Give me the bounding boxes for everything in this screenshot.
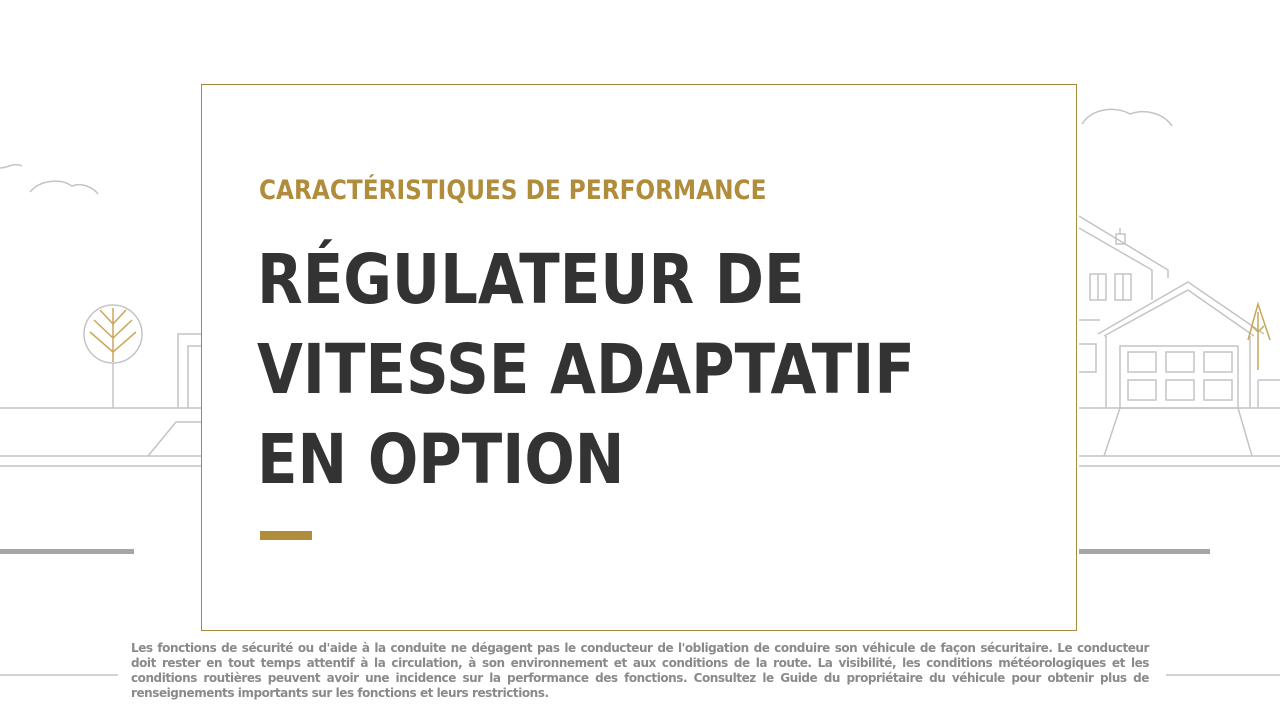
cloud-icon bbox=[0, 165, 22, 168]
cloud-icon bbox=[30, 181, 98, 194]
accent-bar bbox=[260, 531, 312, 540]
legal-disclaimer: Les fonctions de sécurité ou d'aide à la conduite ne dégagent pas le conducteur de l'obligation de conduire son véhicule de façon sécuritaire. Le conducteur doit rester en tout temps attentif à la circulation, à son environnement et aux conditions de la route. La visibilité, les conditions météorologiques et les conditions routières peuvent avoir une incidence sur la performance des fonctions. Consultez le Guide du propriétaire du véhicule pour obtenir plus de renseignements importants sur les fonctions et leurs restrictions. bbox=[131, 641, 1149, 700]
feature-headline bbox=[257, 235, 915, 505]
headline-line-3: EN OPTION bbox=[257, 420, 625, 500]
section-eyebrow: CARACTÉRISTIQUES DE PERFORMANCE bbox=[259, 175, 767, 206]
title-card bbox=[201, 84, 1077, 631]
cloud-icon bbox=[1082, 109, 1172, 126]
headline-line-1: RÉGULATEUR DE bbox=[257, 240, 805, 320]
pine-tree-icon bbox=[1248, 304, 1270, 370]
tree-icon bbox=[84, 305, 142, 363]
headline-line-2: VITESSE ADAPTATIF bbox=[257, 330, 915, 410]
